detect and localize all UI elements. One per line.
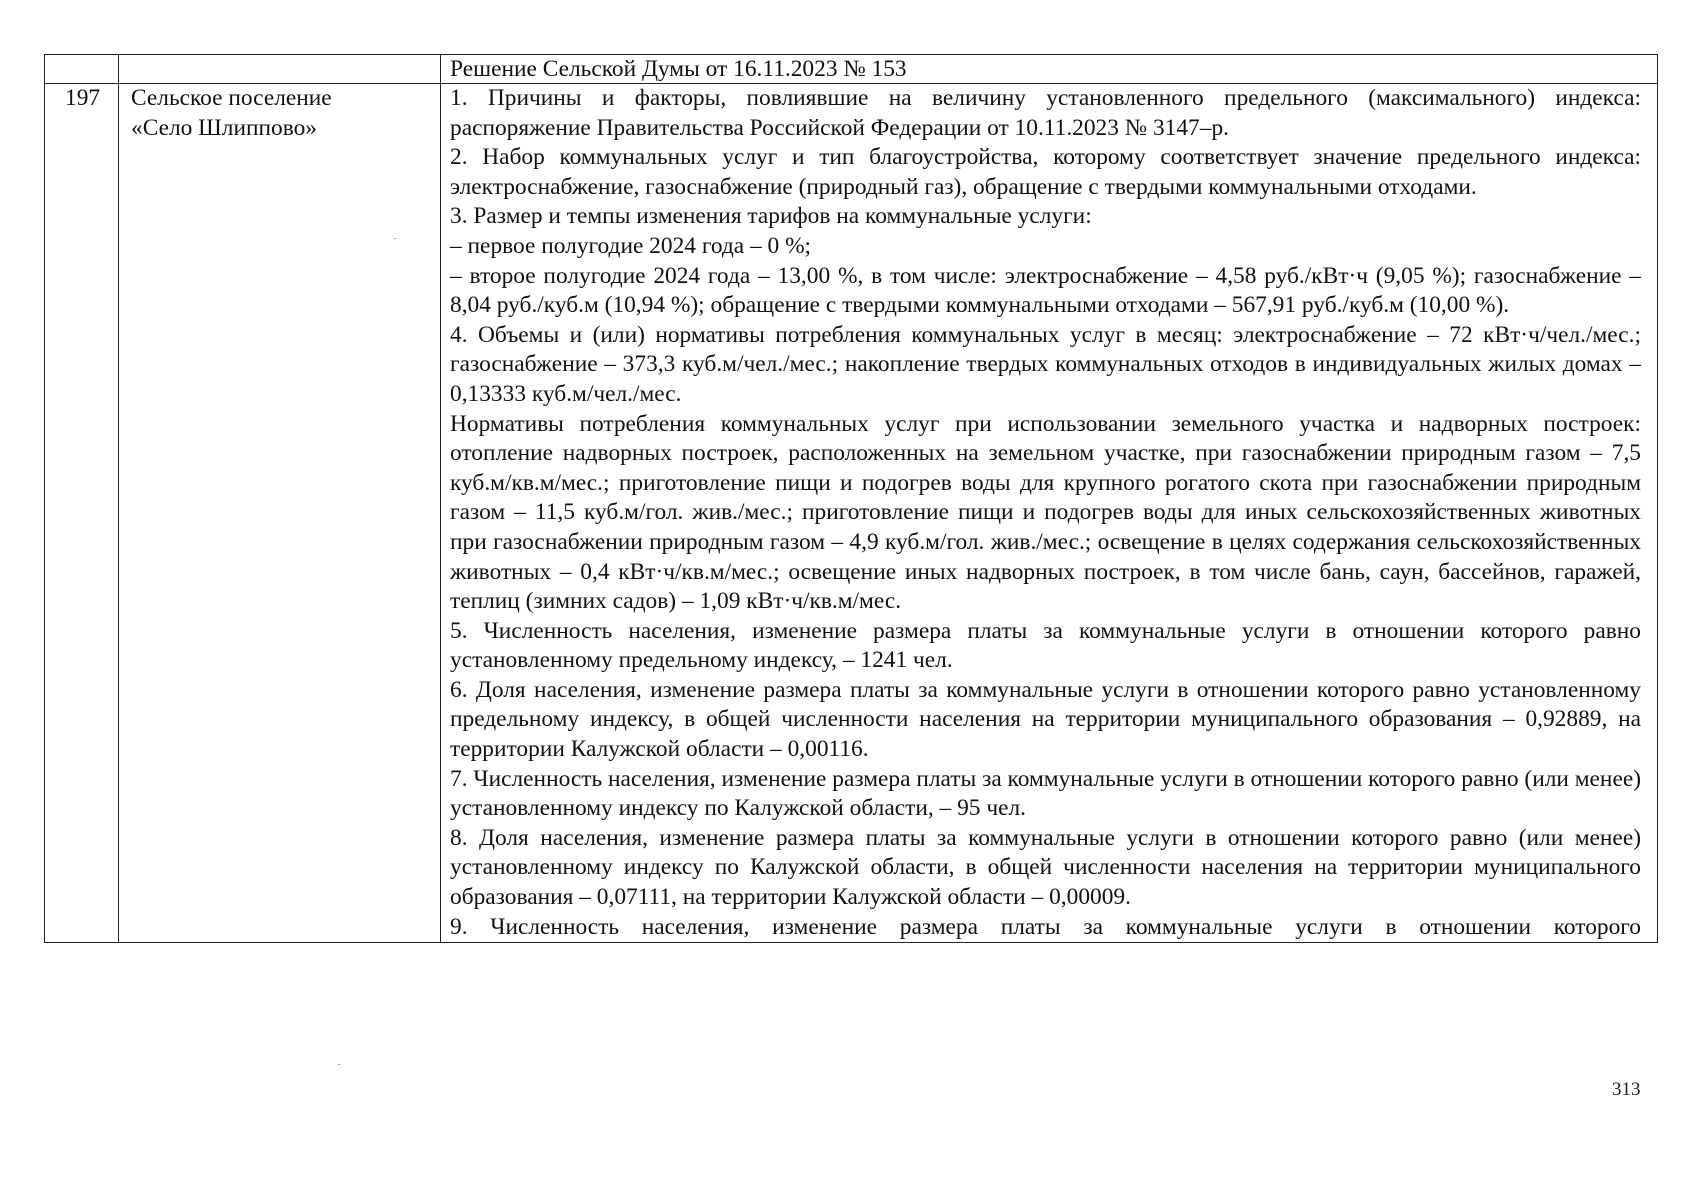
paragraph-3-first-half: – первое полугодие 2024 года – 0 %; <box>450 232 812 259</box>
paragraph-1-causes: 1. Причины и факторы, повлиявшие на величину установленного предельного (максимального) индекса: распоряжение Правительства Российской Федерации от 10.11.2023 № 3147–р. <box>450 85 1641 141</box>
paragraph-2-service-set: 2. Набор коммунальных услуг и тип благоустройства, которому соответствует значение предельного индекса: электроснабжение, газоснабжение (природный газ), обращение с твердыми коммунальными отходами. <box>450 144 1641 200</box>
page-number: 313 <box>1612 1079 1641 1100</box>
paragraph-6-population-share: 6. Доля населения, изменение размера платы за коммунальные услуги в отношении которого равно установленному предельному индексу, в общей численности населения на территории муниципального образования – 0,92889, на территории Калужской области – 0,00116. <box>450 676 1641 763</box>
document-table-wrapper <box>44 54 1657 943</box>
scan-speck <box>338 1064 340 1065</box>
paragraph-land-plot-norms: Нормативы потребления коммунальных услуг при использовании земельного участка и надворных построек: отопление надворных построек, расположенных на земельном участке, при газоснабжении природным газом – 7,5 куб.м/кв.м/мес.; приготовление пищи и подогрев воды для крупного рогатого скота при газоснабжении природным газом – 11,5 куб.м/гол. жив./мес.; приготовление пищи и подогрев воды для иных сельскохозяйственных животных при газоснабжении природным газом – 4,9 куб.м/гол. жив./мес.; освещение в целях содержания сельскохозяйственных животных – 0,4 кВт·ч/кв.м/мес.; освещение иных надворных построек, в том числе бань, саун, бассейнов, гаражей, теплиц (зимних садов) – 1,09 кВт·ч/кв.м/мес. <box>450 410 1641 615</box>
paragraph-4-consumption-norms: 4. Объемы и (или) нормативы потребления коммунальных услуг в месяц: электроснабжение – 72 кВт·ч/чел./мес.; газоснабжение – 373,3 куб.м/чел./мес.; накопление твердых коммунальных отходов в индивидуальных жилых домах – 0,13333 куб.м/чел./мес. <box>450 321 1641 407</box>
table-row <box>45 84 1658 943</box>
scan-speck <box>394 238 396 239</box>
header-number-cell <box>45 55 119 84</box>
decision-reference-cell: Решение Сельской Думы от 16.11.2023 № 153 <box>441 55 1658 84</box>
paragraph-7-population-regional: 7. Численность населения, изменение размера платы за коммунальные услуги в отношении которого равно (или менее) установленному индексу по Калужской области, – 95 чел. <box>450 765 1642 822</box>
row-number: 197 <box>45 84 119 943</box>
table-header-row <box>45 55 1658 84</box>
settlement-name: «Село Шлиппово» <box>131 114 317 141</box>
paragraph-3-tariff-heading: 3. Размер и темпы изменения тарифов на коммунальные услуги: <box>450 203 1092 230</box>
tariff-index-table <box>44 54 1658 943</box>
settlement-type: Сельское поселение <box>131 85 332 111</box>
settlement-name-cell <box>119 84 441 943</box>
paragraph-9-population-partial: 9. Численность населения, изменение размера платы за коммунальные услуги в отношении которого <box>450 913 1641 940</box>
index-details-cell <box>441 84 1658 943</box>
paragraph-8-share-regional: 8. Доля населения, изменение размера платы за коммунальные услуги в отношении которого равно (или менее) установленному индексу по Калужской области, в общей численности населения на территории муниципального образования – 0,07111, на территории Калужской области – 0,00009. <box>450 824 1641 911</box>
paragraph-3-second-half: – второе полугодие 2024 года – 13,00 %, в том числе: электроснабжение – 4,58 руб./кВт·ч (9,05 %); газоснабжение – 8,04 руб./куб.м (10,94 %); обращение с твердыми коммунальными отходами – 567,91 руб./куб.м (10,00 %). <box>450 262 1641 319</box>
header-name-cell <box>119 55 441 84</box>
paragraph-5-population: 5. Численность населения, изменение размера платы за коммунальные услуги в отношении которого равно установленному предельному индексу, – 1241 чел. <box>450 617 1641 674</box>
